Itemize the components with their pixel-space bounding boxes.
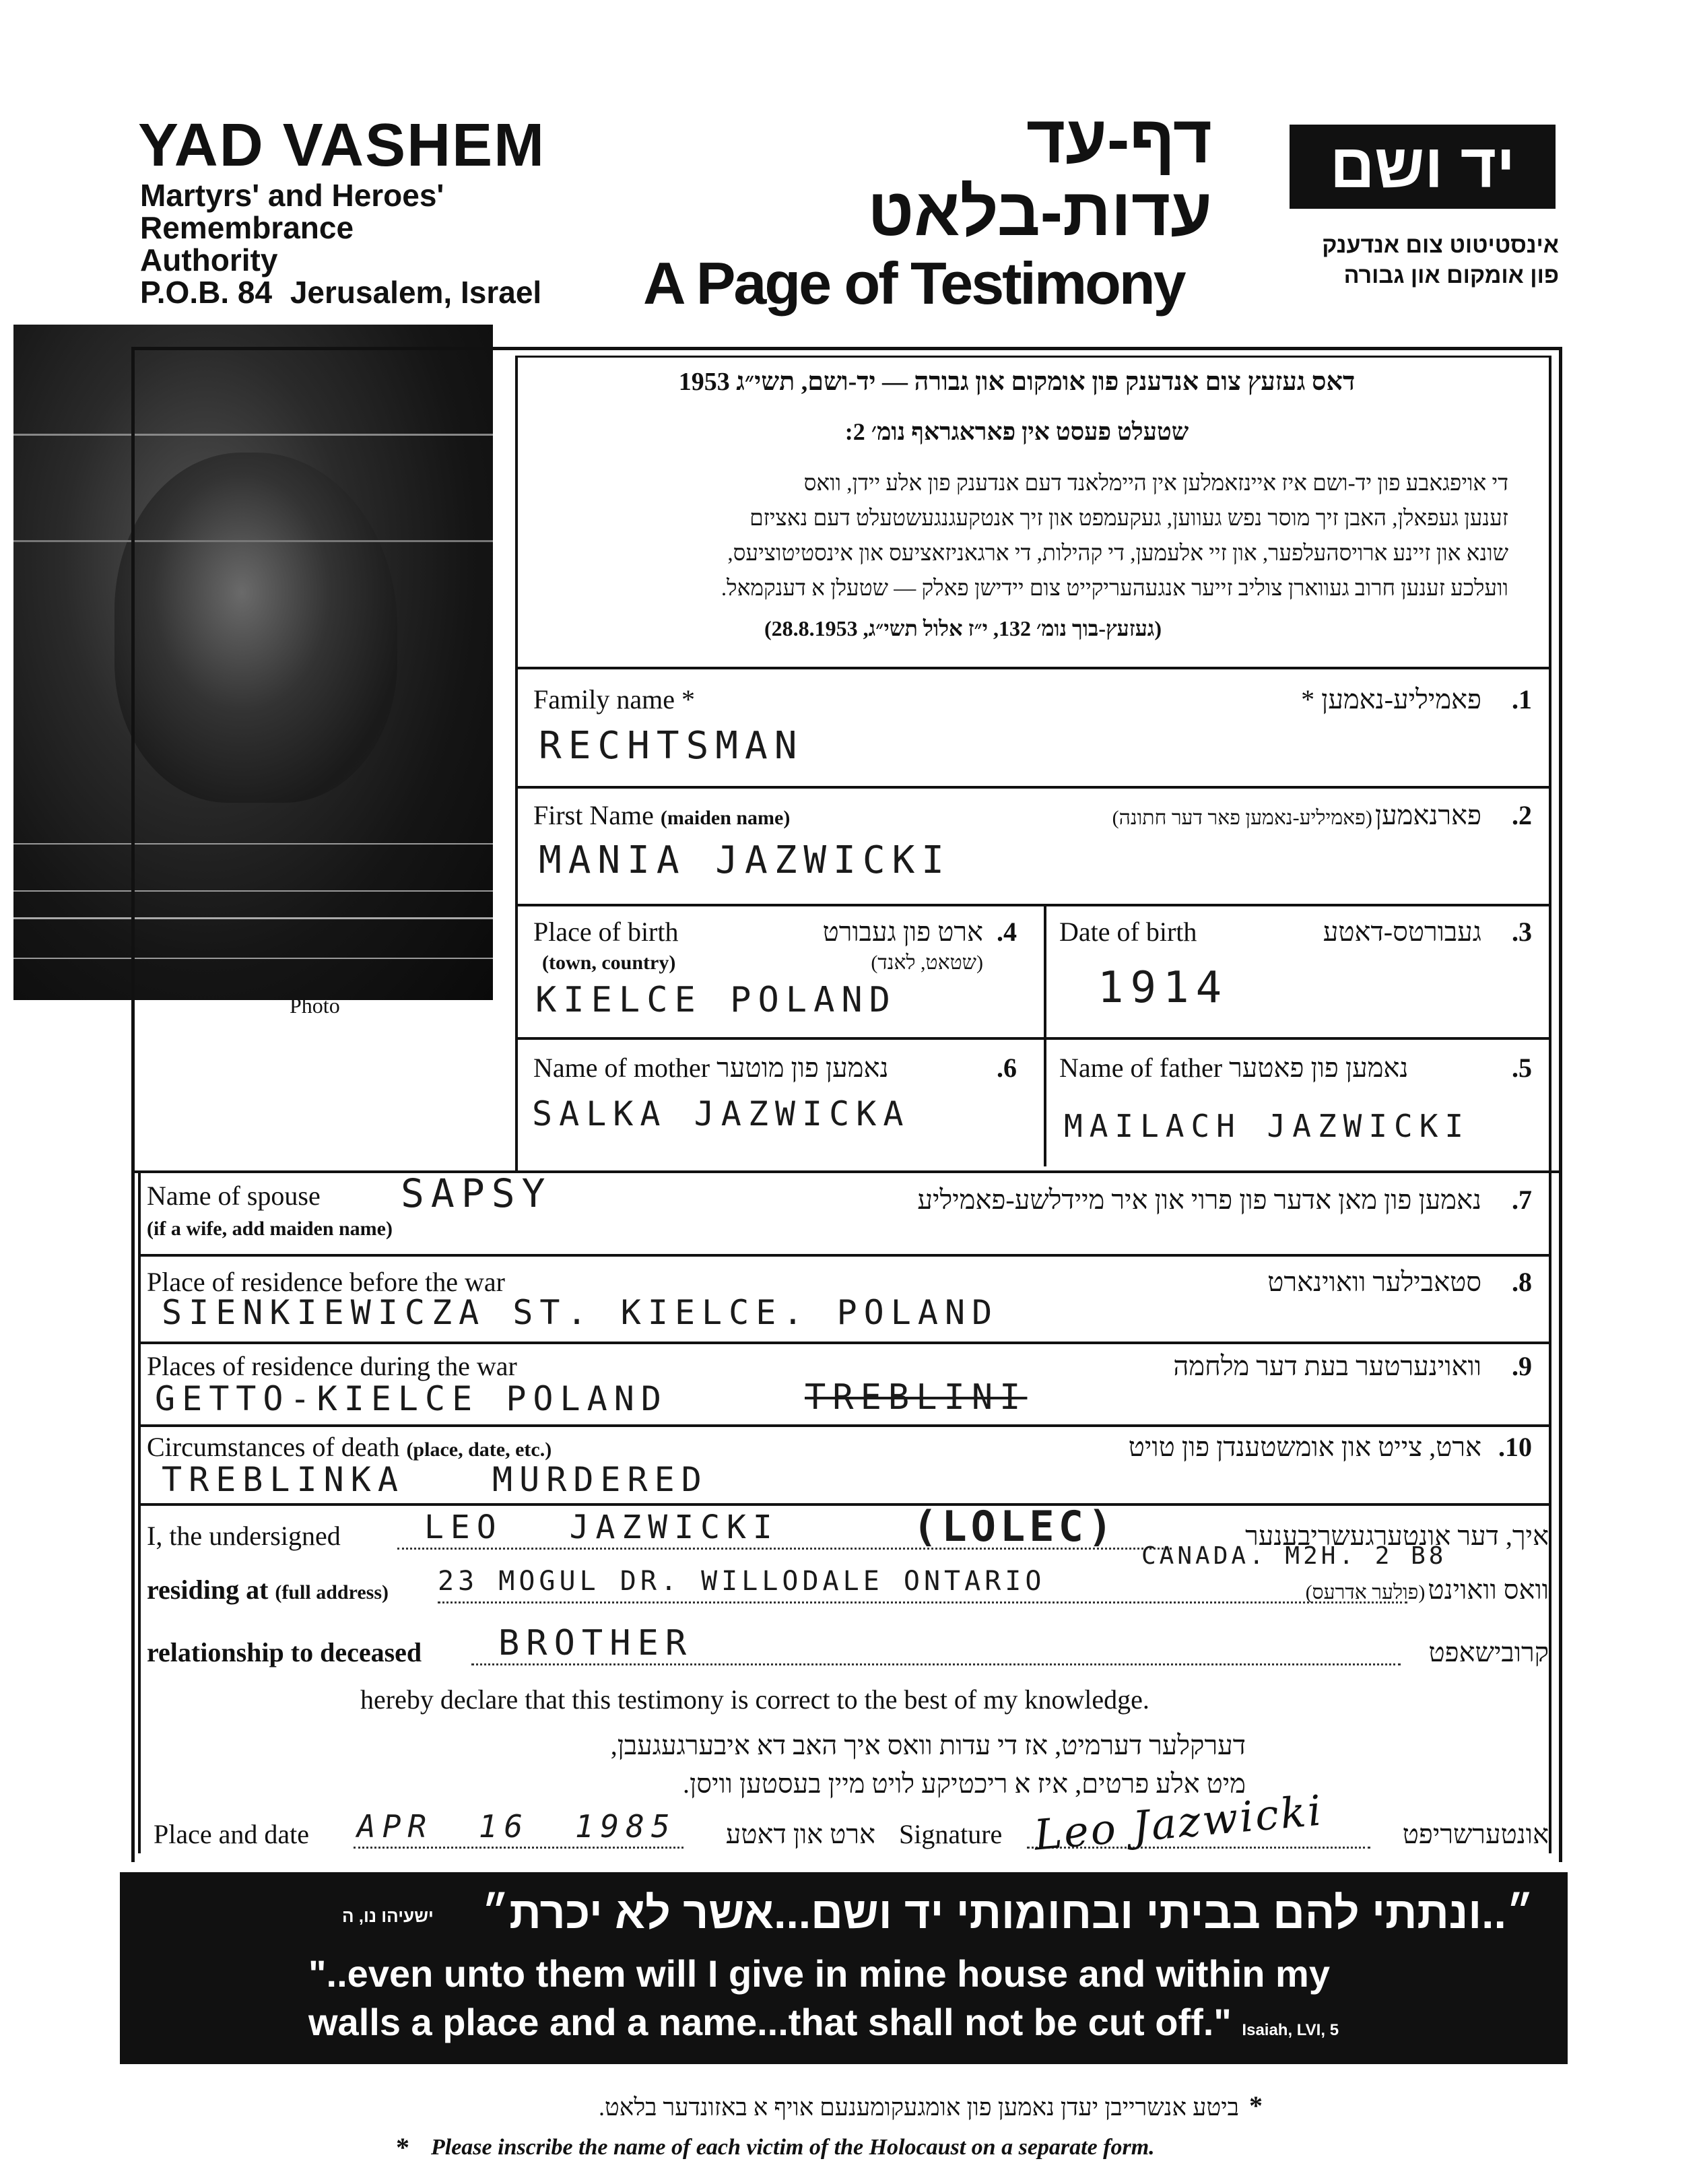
law-para-2: זענען געפאלן, האבן זיך מוסר נפש געווען, געקעמפט און זיך אנטקעגנגעשטעלט דעם נאציזם (749, 506, 1508, 531)
residing-label (147, 1574, 389, 1606)
banner-en-2 (308, 2000, 1339, 2044)
place-of-birth-sub-heb: (שטאט, לאנד) (871, 952, 983, 974)
father-name-label (1059, 1052, 1408, 1084)
undersigned-nick: (LOLEC) (912, 1502, 1117, 1551)
relationship-line (471, 1663, 1401, 1665)
field-number-6: .6 (997, 1053, 1017, 1083)
first-name-label-heb-sub: (פאמיליע-נאמען פאר דער חתונה) (1112, 807, 1372, 829)
date-of-birth-label: Date of birth (1059, 917, 1197, 947)
inner-top (515, 356, 1551, 358)
residence-before-label: Place of residence before the war (147, 1267, 505, 1297)
photo-figure (114, 453, 397, 803)
law-para-3: שונא און זיינע ארויסהעלפער, און זיי אלעמען, די קהילות, די ארגאניזאציעס און אינסטיטוציעס, (727, 541, 1508, 566)
field-number-9: .9 (1512, 1351, 1532, 1381)
field-number-1: .1 (1512, 684, 1532, 715)
father-name-label-en: Name of father (1059, 1053, 1223, 1083)
banner-en-1: "..even unto them will I give in mine house and within my (308, 1952, 1330, 1995)
residence-during-label: Places of residence during the war (147, 1351, 517, 1381)
banner-en-ref: Isaiah, LVI, 5 (1242, 2021, 1339, 2039)
photo-scanline-4 (13, 890, 493, 892)
place-of-birth-label: Place of birth (533, 917, 679, 947)
banner-heb: ״..ונתתי להם בביתי ובחומותי יד ושם...אשר לא יכרת״ (481, 1888, 1534, 1938)
footer-star-2: * (396, 2132, 409, 2162)
spouse-sub: (if a wife, add maiden name) (147, 1218, 393, 1240)
mother-name-label (533, 1052, 888, 1084)
death-circumstances-label-text: Circumstances of death (147, 1432, 400, 1462)
first-name-label-text: First Name (533, 800, 654, 830)
relationship-label-heb: קרובישאפט (1428, 1637, 1549, 1667)
first-name-label-sub: (maiden name) (660, 807, 791, 829)
signature-label: Signature (899, 1819, 1003, 1849)
row-divider-6 (138, 1254, 1551, 1257)
footer-hebrew: ביטע אנשרייבן יעדן נאמען פון אומגעקומענעם אויף א באזונדער בלאט. (598, 2094, 1239, 2121)
place-date-label-heb: ארט און דאטע (725, 1819, 875, 1849)
place-date-label: Place and date (154, 1819, 309, 1849)
banner-heb-ref: ישעיהו נו, ה (342, 1906, 434, 1926)
residence-before-value: SIENKIEWICZA ST. KIELCE. POLAND (162, 1293, 999, 1332)
footer-star-1: * (1249, 2090, 1263, 2121)
residence-before-label-heb: סטאבילער וואוינארט (1267, 1267, 1481, 1297)
law-para-4: וועלכע זענען חרוב געווארן צוליב זייער אנגעהעריקייט צום יידישן פאלק — שטעלן א דענקמאל. (721, 576, 1508, 601)
inner-left (515, 356, 518, 1172)
row-divider-9 (138, 1503, 1551, 1506)
residing-label-heb (1212, 1574, 1549, 1606)
heb-title-1: דף-עד (1026, 102, 1212, 177)
family-name-value: RECHTSMAN (539, 724, 804, 768)
residing-value-2: CANADA. M2H. 2 B8 (1141, 1542, 1447, 1570)
law-ref: (געזעץ-בוך נומ׳ 132, י״ז אלול תשי״ג, 28.8.1953) (764, 616, 1162, 640)
heb-title-2: עדות-בלאט (867, 174, 1212, 250)
org-line-2: Remembrance (140, 210, 354, 245)
spouse-label-heb: נאמען פון מאן אדער פון פרוי און איר מיידלשע-פאמיליע (917, 1185, 1481, 1215)
banner-en-2-text: walls a place and a name...that shall not be cut off." (308, 2001, 1232, 2043)
death-circumstances-value: TREBLINKA MURDERED (162, 1460, 708, 1499)
photo-caption: Photo (290, 993, 340, 1018)
inner-left-lower (138, 1173, 141, 1853)
org-title: YAD VASHEM (138, 112, 546, 179)
date-of-birth-label-heb: געבורטס-דאטע (1323, 917, 1481, 947)
place-date-value: APR 16 1985 (357, 1808, 677, 1845)
first-name-label-heb (943, 799, 1481, 831)
relationship-label: relationship to deceased (147, 1637, 422, 1667)
place-of-birth-sub: (town, country) (542, 952, 676, 974)
photo-scanline-3 (13, 843, 493, 845)
death-circumstances-label (147, 1431, 552, 1463)
residing-label-sub: (full address) (275, 1581, 389, 1603)
residence-during-label-heb: וואוינערטער בעת דער מלחמה (1173, 1351, 1481, 1381)
residing-value: 23 MOGUL DR. WILLODALE ONTARIO (438, 1566, 1046, 1597)
row-divider-4 (515, 1037, 1551, 1040)
photo-scanline-6 (13, 958, 493, 959)
yad-vashem-logo (1290, 125, 1556, 209)
mother-name-value: SALKA JAZWICKA (532, 1094, 910, 1133)
org-address (140, 275, 541, 309)
father-name-value: MAILACH JAZWICKI (1064, 1108, 1471, 1144)
frame-right (1559, 347, 1562, 1862)
signature-label-heb: אונטערשריפט (1402, 1819, 1549, 1849)
law-para-1: די אויפגאבע פון יד-ושם איז איינזאמלען אין היימלאנד דעם אנדענק פון אלע יידן, וואס (803, 471, 1508, 496)
org-line-1: Martyrs' and Heroes' (140, 178, 444, 213)
field-number-8: .8 (1512, 1267, 1532, 1297)
residence-during-struck: TREBLINI (805, 1377, 1028, 1418)
father-name-label-heb: נאמען פון פאטער (1229, 1053, 1409, 1083)
footer-english: Please inscribe the name of each victim of the Holocaust on a separate form. (431, 2135, 1155, 2160)
inner-right-lower (1549, 1173, 1551, 1853)
residence-during-value: GETTO-KIELCE POLAND (155, 1379, 668, 1418)
date-of-birth-value: 1914 (1098, 963, 1229, 1013)
declare-hebrew-1: דערקלער דערמיט, אז די עדות וואס איך האב דא איבערגעגעבן, (610, 1730, 1246, 1760)
death-circumstances-label-sub: (place, date, etc.) (406, 1438, 552, 1461)
victim-photo (13, 325, 493, 1000)
row-divider-3 (515, 904, 1551, 906)
logo-text: יד ושם (1330, 132, 1515, 201)
residing-label-text: residing at (147, 1575, 269, 1605)
residing-label-heb-text: וואס וואוינט (1428, 1575, 1549, 1605)
place-of-birth-value: KIELCE POLAND (535, 980, 897, 1020)
row-divider-7 (138, 1342, 1551, 1344)
field-number-4: .4 (997, 917, 1017, 947)
org-line-3: Authority (140, 242, 278, 277)
address-city: Jerusalem, Israel (290, 275, 542, 310)
first-name-label (533, 799, 790, 831)
field-number-5: .5 (1512, 1053, 1532, 1083)
frame-left (131, 347, 135, 1862)
signature-value: Leo Jazwicki (1032, 1785, 1325, 1860)
quote-banner (120, 1872, 1568, 2064)
declare-english: hereby declare that this testimony is correct to the best of my knowledge. (360, 1684, 1149, 1715)
first-name-label-heb-text: פארנאמען (1374, 800, 1481, 830)
law-line-1: דאס געזעץ צום אנדענק פון אומקום און גבורה — יד-ושם, תשי״ג 1953 (678, 368, 1356, 396)
spouse-value: SAPSY (401, 1170, 552, 1216)
address-pob: P.O.B. 84 (140, 275, 273, 310)
field-number-10: .10 (1498, 1432, 1532, 1462)
field-number-2: .2 (1512, 800, 1532, 830)
frame-top (131, 347, 1562, 350)
page-title: A Page of Testimony (643, 250, 1184, 317)
photo-scanline-5 (13, 917, 493, 919)
mother-name-label-en: Name of mother (533, 1053, 710, 1083)
spouse-label: Name of spouse (147, 1181, 321, 1211)
family-name-label-heb: פאמיליע-נאמען * (1301, 684, 1481, 715)
photo-scanline-2 (13, 540, 493, 542)
law-line-2: שטעלט פעסט אין פאראגראף נומ׳ 2: (844, 418, 1189, 445)
row-divider-1 (515, 667, 1551, 669)
residing-label-heb-sub: (פולער אדרעס) (1305, 1581, 1426, 1603)
col-divider-birth (1044, 904, 1046, 1166)
field-number-3: .3 (1512, 917, 1532, 947)
place-date-line (354, 1847, 683, 1849)
undersigned-label: I, the undersigned (147, 1521, 341, 1551)
field-number-7: .7 (1512, 1185, 1532, 1215)
mother-name-label-heb: נאמען פון מוטער (716, 1053, 889, 1083)
undersigned-label-heb: איך, דער אונטערגעשריבענער (1245, 1521, 1549, 1551)
row-divider-2 (515, 786, 1551, 789)
inner-right (1549, 356, 1551, 1172)
photo-scanline-1 (13, 434, 493, 436)
relationship-value: BROTHER (498, 1623, 694, 1663)
row-divider-5 (131, 1170, 1562, 1173)
undersigned-value: LEO JAZWICKI (424, 1509, 779, 1546)
family-name-label: Family name * (533, 684, 695, 715)
first-name-value: MANIA JAZWICKI (539, 838, 951, 882)
row-divider-8 (138, 1424, 1551, 1427)
death-circumstances-label-heb: ארט, צייט און אומשטענדן פון טויט (1128, 1432, 1481, 1462)
logo-sub-1: אינסטיטוט צום אנדענק (1322, 232, 1559, 258)
place-of-birth-label-heb: ארט פון געבורט (822, 917, 983, 947)
declare-hebrew-2: מיט אלע פרטים, איז א ריכטיקע לויט מיין בעסטען וויסן. (683, 1768, 1246, 1799)
logo-sub-2: פון אומקום און גבורה (1343, 263, 1559, 288)
